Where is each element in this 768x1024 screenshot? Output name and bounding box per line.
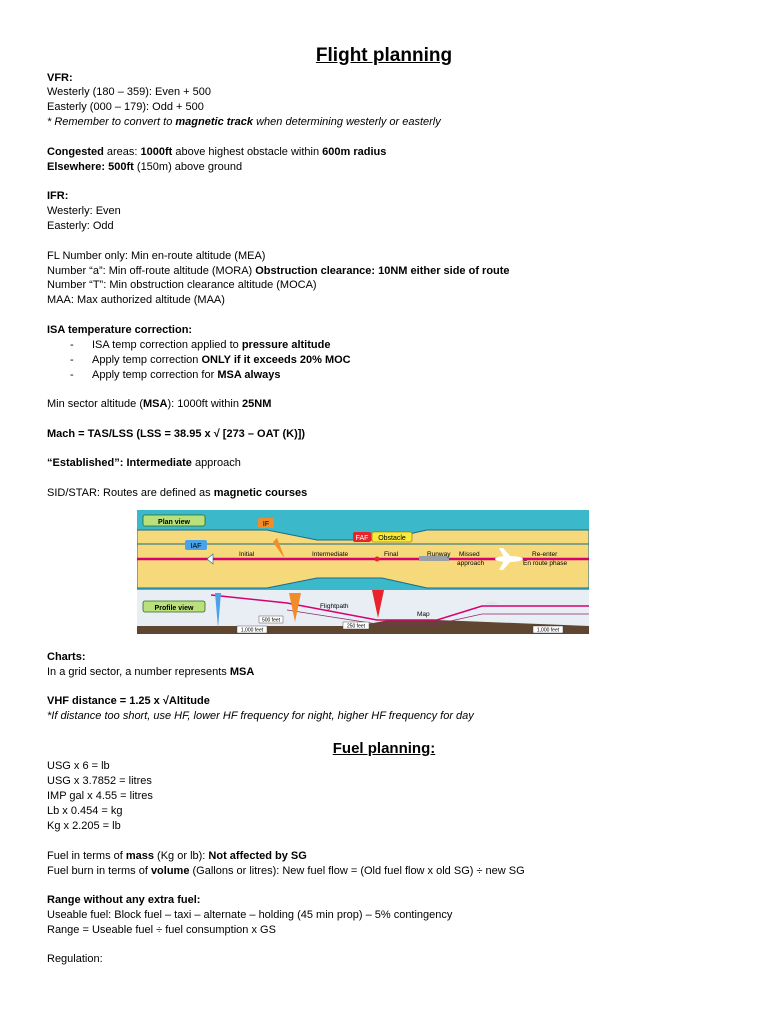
charts-msa-line: In a grid sector, a number represents MSA xyxy=(47,666,255,678)
useable-fuel-line: Useable fuel: Block fuel – taxi – alternate – holding (45 min prop) – 5% contingency xyxy=(47,909,453,921)
sid-star-line: SID/STAR: Routes are defined as magnetic courses xyxy=(47,487,308,499)
fl-number-line: FL Number only: Min en-route altitude (MEA) xyxy=(47,250,266,262)
intermediate-label: Intermediate xyxy=(312,551,349,558)
profile-view-label: Profile view xyxy=(154,605,194,612)
page-title: Flight planning xyxy=(315,45,453,66)
reenter-label-2: En route phase xyxy=(523,560,568,567)
mach-formula: Mach = TAS/LSS (LSS = 38.95 x √ [273 – OAT (K)]) xyxy=(47,428,306,440)
vhf-note: *If distance too short, use HF, lower HF frequency for night, higher HF frequency for day xyxy=(47,710,474,722)
vfr-heading: VFR: xyxy=(47,72,73,84)
fuel-planning-title: Fuel planning: xyxy=(332,740,436,757)
reenter-label-1: Re-enter xyxy=(532,551,558,558)
final-label: Final xyxy=(384,551,399,558)
missed-label-1: Missed xyxy=(459,551,480,558)
map-label: Map xyxy=(417,611,430,618)
document-page: Flight planning VFR: Westerly (180 – 359): Even + 500 Easterly (000 – 179): Odd + 500 * Remember to convert to magnetic track when determining westerly or easterly Congested areas: 1000ft above highest obstacle within 600m radius Elsewhere: 500ft (150m) above ground IFR: Westerly: Even Easterly: Odd FL Number only: Min en-route altitude (MEA) Number “a”: Min off-route altitude (MORA) Obstruction clearance: 10NM either side of route Number “T”: Min obstruction clearance altitude (MOCA) MAA: Max authorized altitude (MAA) ISA temperature correction: - ISA temp correction applied to pressure altitude - Apply temp correction ONLY if it exceeds 20% MOC - Apply temp correction for MSA always Min sector altitude (MSA): 1000ft within 25NM Mach = TAS/LSS (LSS = 38.95 x √ [273 – OAT (K)]) “Established”: Intermediate approach SID/STAR: Routes are defined as magnetic courses Plan view IAF IF FAF Obstacle Initial Intermediate Final Runway Missed approach Re-enter En route phase Profile view Flightpath Map 500 feet 1,000 feet 250 feet 1,000 feet Charts: In a grid sector, a number represents MSA VHF distance = 1.25 x √Altitude *If distance too short, use HF, lower HF frequency for night, higher HF frequency for day Fuel planning: USG x 6 = lb USG x 3.7852 = litres IMP gal x 4.55 = litres Lb x 0.454 = kg Kg x 2.205 = lb Fuel in terms of mass (Kg or lb): Not affected by SG Fuel burn in terms of volume (Gallons or litres): New fuel flow = (Old fuel flow x old SG) ÷ new SG Range without any extra fuel: Useable fuel: Block fuel – taxi – alternate – holding (45 min prop) – 5% contingency Range = Useable fuel ÷ fuel consumption x GS Regulation: xyxy=(0,0,768,1024)
regulation-line: Regulation: xyxy=(47,953,103,965)
fuel-mass-line: Fuel in terms of mass (Kg or lb): Not affected by SG xyxy=(47,850,307,862)
conversion-5: Kg x 2.205 = lb xyxy=(47,820,121,832)
range-formula-line: Range = Useable fuel ÷ fuel consumption x GS xyxy=(47,924,276,936)
fuel-volume-line: Fuel burn in terms of volume (Gallons or litres): New fuel flow = (Old fuel flow x old SG) ÷ new SG xyxy=(47,865,525,877)
iaf-label: IAF xyxy=(190,543,202,550)
isa-heading: ISA temperature correction: xyxy=(47,324,193,336)
faf-label: FAF xyxy=(355,535,369,542)
range-heading: Range without any extra fuel: xyxy=(47,894,201,906)
profile-aircraft-icon xyxy=(486,602,498,605)
congested-areas: Congested areas: 1000ft above highest obstacle within 600m radius xyxy=(47,146,387,158)
charts-heading: Charts: xyxy=(47,651,86,663)
conversion-4: Lb x 0.454 = kg xyxy=(47,805,123,817)
if-label: IF xyxy=(262,521,270,528)
number-a-line: Number “a”: Min off-route altitude (MORA) Obstruction clearance: 10NM either side of route xyxy=(47,265,510,277)
conversion-3: IMP gal x 4.55 = litres xyxy=(47,790,153,802)
missed-label-2: approach xyxy=(457,560,485,567)
ft1000-label-b: 1,000 feet xyxy=(536,627,560,634)
vfr-easterly: Easterly (000 – 179): Odd + 500 xyxy=(47,101,204,113)
number-t-line: Number “T”: Min obstruction clearance altitude (MOCA) xyxy=(47,279,317,291)
established-line: “Established”: Intermediate approach xyxy=(47,457,241,469)
vfr-westerly: Westerly (180 – 359): Even + 500 xyxy=(47,86,211,98)
plan-view-label: Plan view xyxy=(158,519,190,526)
maa-line: MAA: Max authorized altitude (MAA) xyxy=(47,294,225,306)
ft1000-label-a: 1,000 feet xyxy=(240,627,264,634)
ifr-heading: IFR: xyxy=(47,190,69,202)
flightpath-label: Flightpath xyxy=(320,603,349,610)
elsewhere-rule: Elsewhere: 500ft (150m) above ground xyxy=(47,161,243,173)
conversion-2: USG x 3.7852 = litres xyxy=(47,775,152,787)
ft500-label: 500 feet xyxy=(261,617,281,624)
initial-label: Initial xyxy=(239,551,255,558)
msa-line: Min sector altitude (MSA): 1000ft within 25NM xyxy=(47,398,272,410)
ft250-label: 250 feet xyxy=(346,623,366,630)
ifr-easterly: Easterly: Odd xyxy=(47,220,114,232)
approach-segments-diagram xyxy=(137,510,589,634)
conversion-1: USG x 6 = lb xyxy=(47,760,110,772)
ifr-westerly: Westerly: Even xyxy=(47,205,121,217)
obstacle-label: Obstacle xyxy=(378,535,406,542)
vhf-heading: VHF distance = 1.25 x √Altitude xyxy=(47,695,210,707)
approach-diagram-svg xyxy=(137,510,589,634)
runway-label: Runway xyxy=(427,551,451,558)
vfr-note: * Remember to convert to magnetic track when determining westerly or easterly xyxy=(47,116,441,128)
